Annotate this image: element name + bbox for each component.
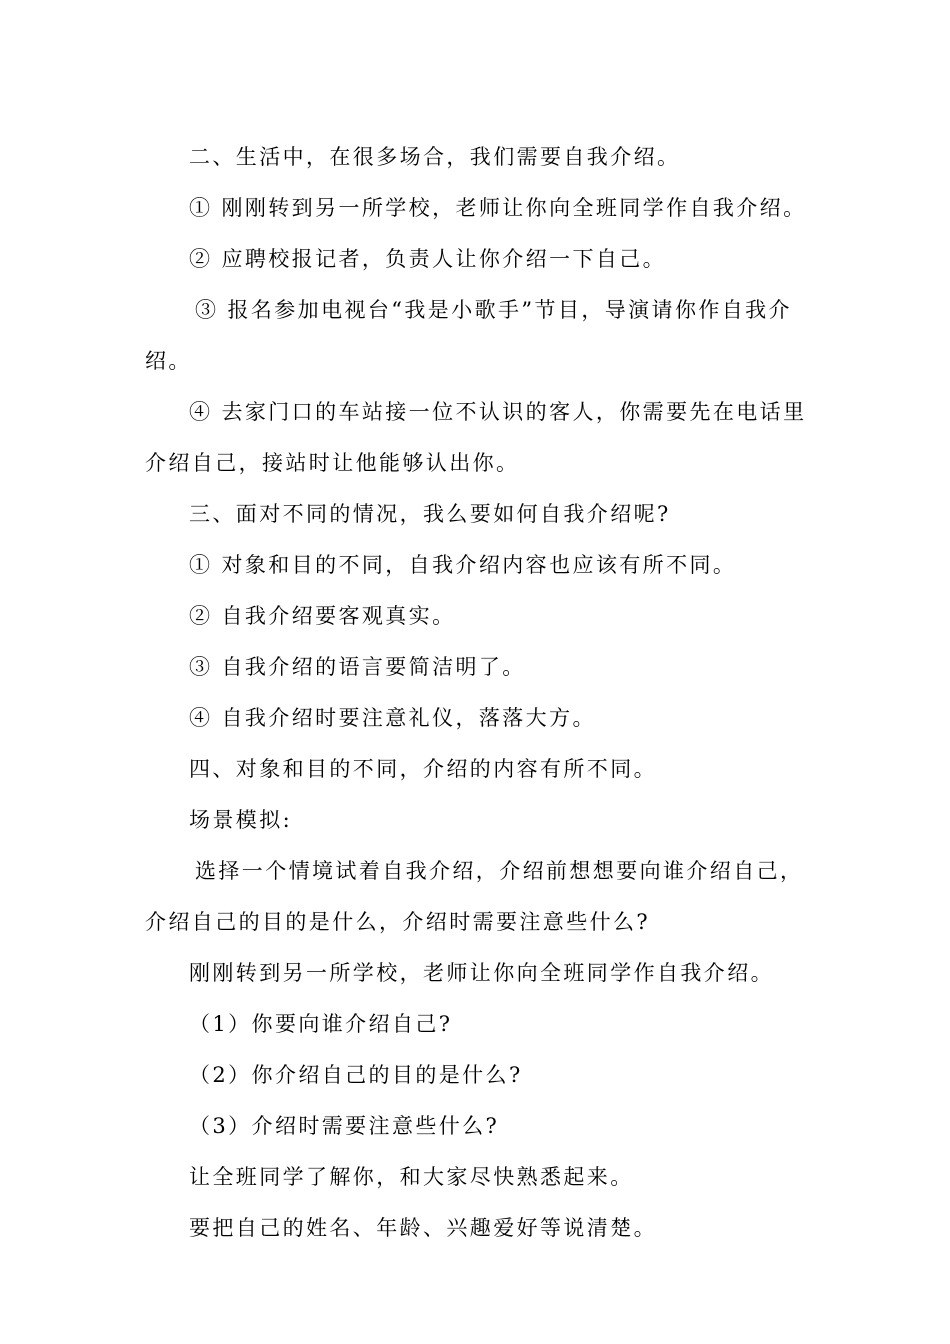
paragraph: 刚刚转到另一所学校，老师让你向全班同学作自我介绍。: [189, 961, 774, 985]
list-item: ③ 报名参加电视台“我是小歌手”节目，导演请你作自我介绍。: [145, 298, 792, 373]
question-item: （1）你要向谁介绍自己?: [189, 1012, 453, 1036]
section-heading-2: 二、生活中，在很多场合，我们需要自我介绍。: [189, 145, 681, 169]
document-body: [145, 132, 810, 1254]
question-item: （3）介绍时需要注意些什么?: [189, 1114, 500, 1138]
list-item: ② 自我介绍要客观真实。: [189, 604, 456, 628]
list-item: ③ 自我介绍的语言要简洁明了。: [189, 655, 526, 679]
paragraph: 选择一个情境试着自我介绍，介绍前想想要向谁介绍自己，介绍自己的目的是什么，介绍时需要注意些什么?: [145, 859, 804, 934]
paragraph: 要把自己的姓名、年龄、兴趣爱好等说清楚。: [189, 1216, 657, 1240]
paragraph: 让全班同学了解你，和大家尽快熟悉起来。: [189, 1165, 634, 1189]
list-item: ② 应聘校报记者，负责人让你介绍一下自己。: [189, 247, 667, 271]
scene-simulation-label: 场景模拟:: [189, 808, 293, 832]
section-heading-4: 四、对象和目的不同，介绍的内容有所不同。: [189, 757, 657, 781]
list-item: ① 刚刚转到另一所学校，老师让你向全班同学作自我介绍。: [189, 196, 807, 220]
section-heading-3: 三、面对不同的情况，我么要如何自我介绍呢?: [189, 502, 671, 526]
list-item: ① 对象和目的不同，自我介绍内容也应该有所不同。: [189, 553, 737, 577]
list-item: ④ 去家门口的车站接一位不认识的客人，你需要先在电话里介绍自己，接站时让他能够认出你。: [145, 400, 807, 475]
list-item: ④ 自我介绍时要注意礼仪，落落大方。: [189, 706, 596, 730]
question-item: （2）你介绍自己的目的是什么?: [189, 1063, 523, 1087]
